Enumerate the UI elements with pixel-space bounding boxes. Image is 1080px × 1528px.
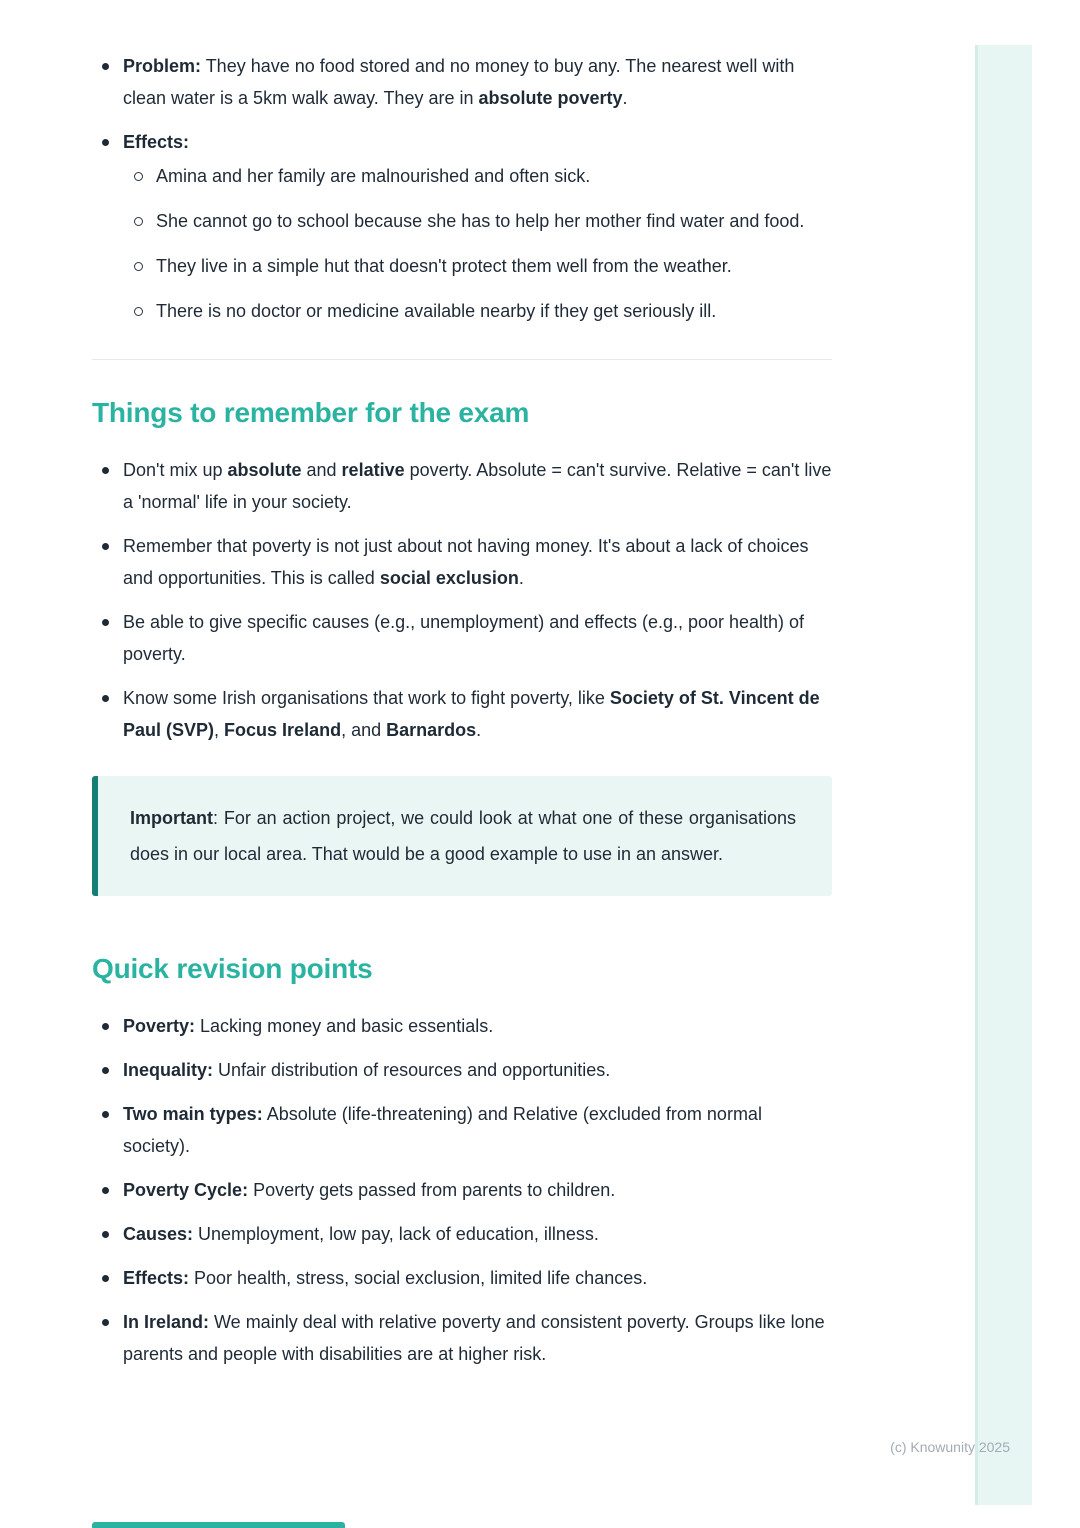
bullet-item: Don't mix up absolute and relative poverty. Absolute = can't survive. Relative = can't live a 'normal' life in your society. (92, 454, 832, 518)
bullet-item-effects (92, 126, 832, 327)
bullet-item: Remember that poverty is not just about not having money. It's about a lack of choices and opportunities. This is called social exclusion. (92, 530, 832, 594)
bullet-item: Effects: Poor health, stress, social exclusion, limited life chances. (92, 1262, 832, 1294)
bullet-item: Inequality: Unfair distribution of resources and opportunities. (92, 1054, 832, 1086)
exam-section-heading: Things to remember for the exam (92, 397, 530, 428)
bullet-item: Causes: Unemployment, low pay, lack of education, illness. (92, 1218, 832, 1250)
revision-section-heading: Quick revision points (92, 953, 373, 984)
revision-points-list (92, 1010, 832, 1370)
section-divider (92, 359, 832, 360)
right-margin-stripe (975, 45, 1032, 1505)
bullet-item: Know some Irish organisations that work to fight poverty, like Society of St. Vincent de Paul (SVP), Focus Ireland, and Barnardos. (92, 682, 832, 746)
bullet-item: Two main types: Absolute (life-threatening) and Relative (excluded from normal society). (92, 1098, 832, 1162)
copyright-text: (c) Knowunity 2025 (890, 1439, 1010, 1455)
exam-tips-list (92, 454, 832, 746)
sub-bullet-item: Amina and her family are malnourished and often sick. (123, 160, 832, 192)
callout-text: Important: For an action project, we could look at what one of these organisations does in our local area. That would be a good example to use in an answer. (130, 808, 796, 864)
bullet-item: In Ireland: We mainly deal with relative poverty and consistent poverty. Groups like lone parents and people with disabilities are at higher risk. (92, 1306, 832, 1370)
sub-bullet-item: They live in a simple hut that doesn't protect them well from the weather. (123, 250, 832, 282)
bullet-item: Poverty: Lacking money and basic essentials. (92, 1010, 832, 1042)
effects-sublist (123, 160, 832, 327)
page-content (92, 50, 832, 1370)
sub-bullet-item: There is no doctor or medicine available nearby if they get seriously ill. (123, 295, 832, 327)
bullet-item-problem: Problem: They have no food stored and no money to buy any. The nearest well with clean water is a 5km walk away. They are in absolute poverty. (92, 50, 832, 114)
bullet-item: Be able to give specific causes (e.g., unemployment) and effects (e.g., poor health) of poverty. (92, 606, 832, 670)
bullet-item: Poverty Cycle: Poverty gets passed from parents to children. (92, 1174, 832, 1206)
bottom-accent-bar (92, 1522, 345, 1528)
effects-label: Effects: (123, 132, 190, 152)
important-callout (92, 776, 832, 896)
sub-bullet-item: She cannot go to school because she has to help her mother find water and food. (123, 205, 832, 237)
case-study-list (92, 50, 832, 327)
